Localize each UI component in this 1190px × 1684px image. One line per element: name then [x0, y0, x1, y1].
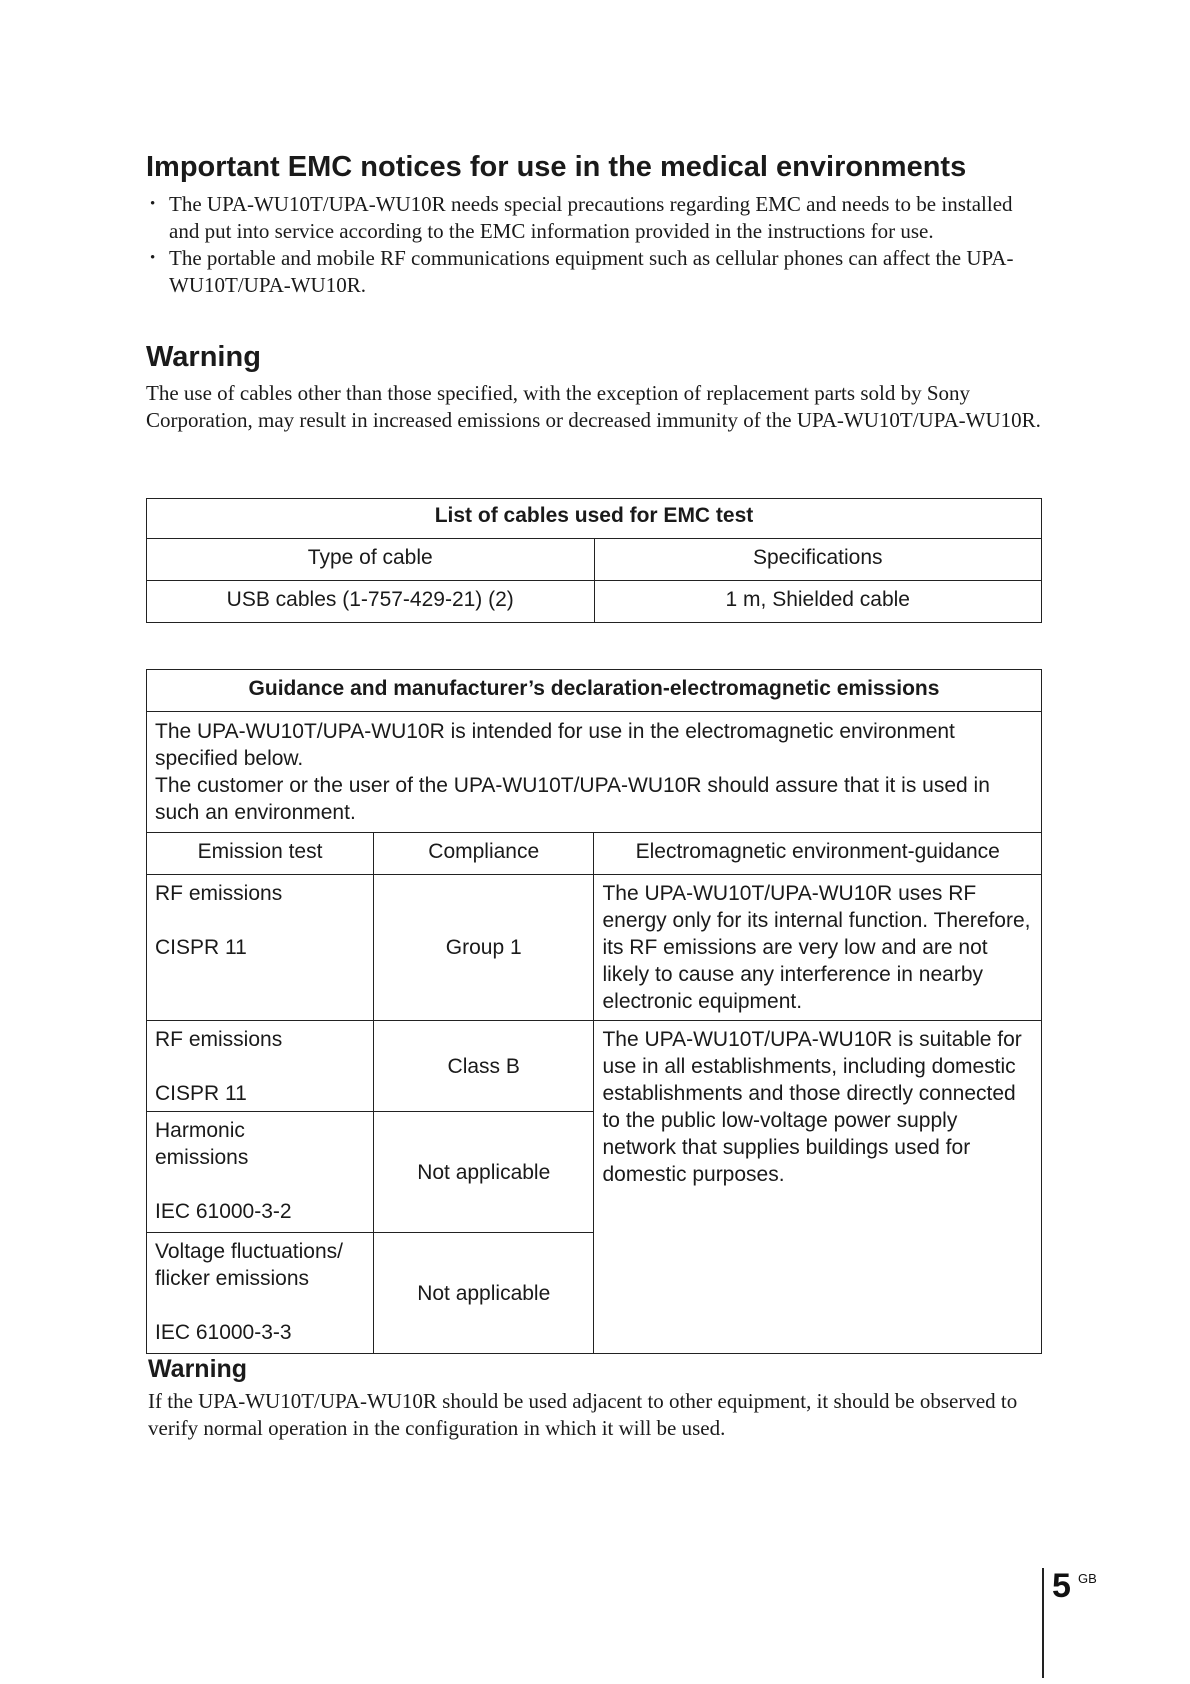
warning-heading: Warning — [148, 1355, 248, 1383]
compliance-cell: Group 1 — [374, 875, 594, 1021]
page-number-divider — [1042, 1568, 1044, 1678]
emission-test-standard: CISPR 11 — [155, 936, 247, 959]
column-header: Type of cable — [147, 539, 595, 581]
compliance-cell: Not applicable — [374, 1233, 594, 1354]
emission-test-standard: CISPR 11 — [155, 1082, 247, 1105]
emission-test-standard: IEC 61000-3-3 — [155, 1321, 292, 1344]
emission-test-cell — [147, 1233, 374, 1354]
warning-heading: Warning — [146, 341, 261, 373]
page-number-suffix: GB — [1078, 1571, 1097, 1586]
emission-test-name: Voltage fluctuations/ flicker emissions — [155, 1240, 343, 1290]
warning-text: If the UPA-WU10T/UPA-WU10R should be used adjacent to other equipment, it should be observed to verify normal operation in the configuration in which it will be used. — [148, 1389, 1018, 1440]
emissions-table — [146, 669, 1042, 1354]
table-cell: 1 m, Shielded cable — [594, 581, 1042, 623]
column-header: Electromagnetic environment-guidance — [594, 833, 1042, 875]
emission-test-name: RF emissions — [155, 1028, 283, 1051]
emission-test-name: RF emissions — [155, 882, 283, 905]
warning-text: The use of cables other than those specified, with the exception of replacement parts sold by Sony Corporation, may result in increased emissions or decreased immunity of the UPA-WU10T/UPA-WU10R. — [146, 381, 1041, 432]
emissions-table-title: Guidance and manufacturer’s declaration-electromagnetic emissions — [147, 670, 1042, 712]
compliance-cell: Class B — [374, 1021, 594, 1112]
compliance-cell: Not applicable — [374, 1112, 594, 1233]
emc-notices-list — [147, 191, 1047, 299]
page-number: 5 — [1052, 1567, 1071, 1605]
column-header: Compliance — [374, 833, 594, 875]
table-row — [147, 581, 1042, 623]
guidance-cell: The UPA-WU10T/UPA-WU10R is suitable for use in all establishments, including domestic establishments and those directly connected to the public low-voltage power supply network that supplies buildings used for domestic purposes. — [594, 1021, 1042, 1354]
table-cell: USB cables (1-757-429-21) (2) — [147, 581, 595, 623]
guidance-cell: The UPA-WU10T/UPA-WU10R uses RF energy only for its internal function. Therefore, its RF emissions are very low and are not likely to cause any interference in nearby electronic equipment. — [594, 875, 1042, 1021]
emission-test-standard: IEC 61000-3-2 — [155, 1200, 292, 1223]
table-row — [147, 1021, 1042, 1112]
emission-test-cell — [147, 1112, 374, 1233]
table-row — [147, 875, 1042, 1021]
emission-test-cell — [147, 1021, 374, 1112]
cables-table-title: List of cables used for EMC test — [147, 499, 1042, 539]
intro-line: The customer or the user of the UPA-WU10T/UPA-WU10R should assure that it is used in such an environment. — [155, 774, 990, 824]
emission-test-cell — [147, 875, 374, 1021]
emc-notices-heading: Important EMC notices for use in the medical environments — [146, 151, 967, 183]
cables-table — [146, 498, 1042, 623]
column-header: Emission test — [147, 833, 374, 875]
column-header: Specifications — [594, 539, 1042, 581]
list-item: • The UPA-WU10T/UPA-WU10R needs special precautions regarding EMC and needs to be installed and put into service according to the EMC information provided in the instructions for use. — [147, 191, 1047, 245]
list-item: • The portable and mobile RF communications equipment such as cellular phones can affect the UPA-WU10T/UPA-WU10R. — [147, 245, 1047, 299]
emission-test-name: Harmonic emissions — [155, 1119, 249, 1169]
emissions-table-intro — [147, 712, 1042, 833]
intro-line: The UPA-WU10T/UPA-WU10R is intended for use in the electromagnetic environment specified below. — [155, 720, 955, 770]
